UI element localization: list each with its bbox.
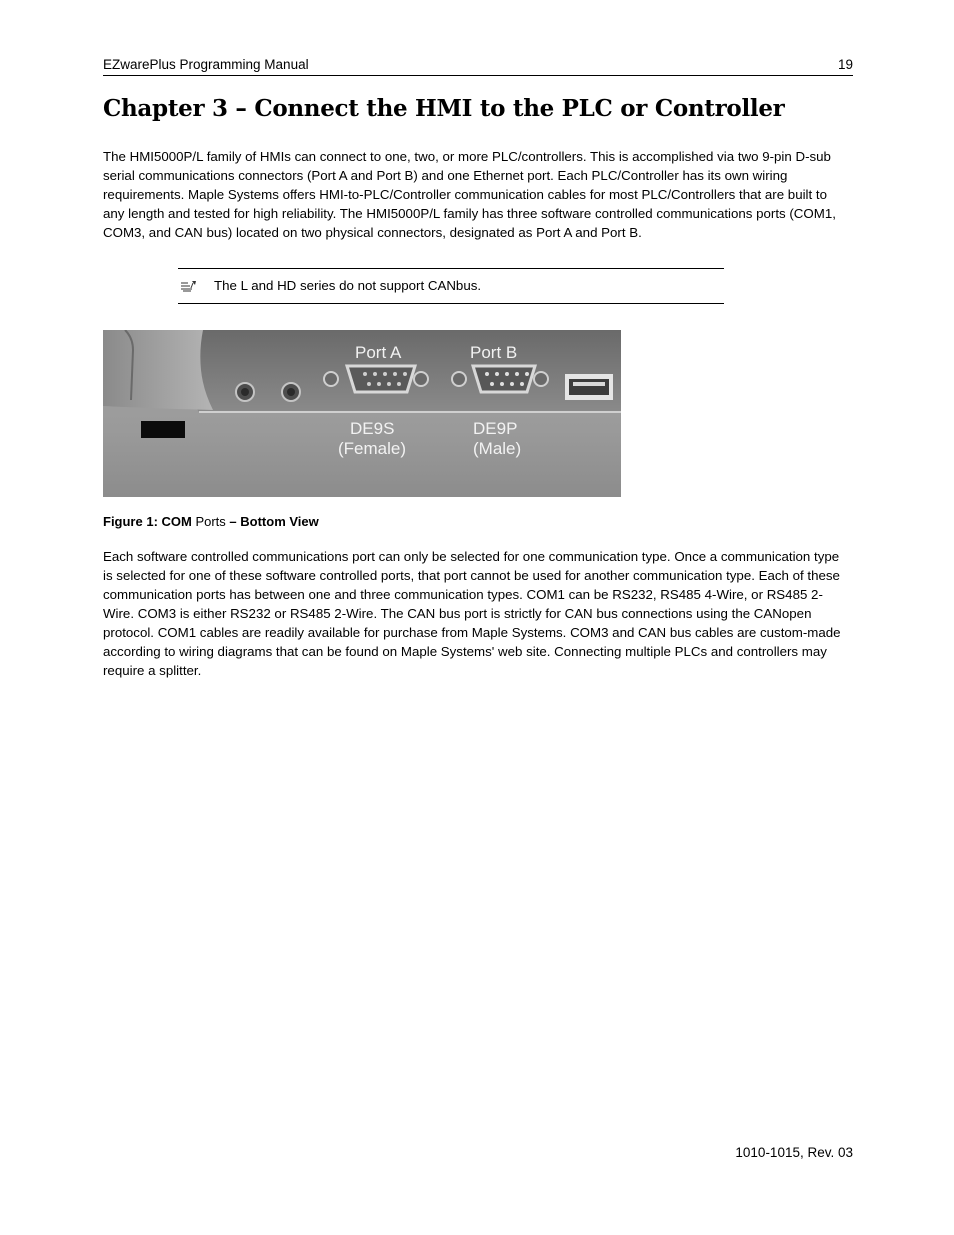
com-ports-paragraph: Each software controlled communications port can only be selected for one communication type. Once a communication type is selected for one of these software controlled ports, that port cannot be used for another communication type. Each of these communication ports has between one and three communication types. COM1 can be RS232, RS485 4-Wire, or RS485 2-Wire. COM3 is either RS232 or RS485 2-Wire. The CAN bus port is strictly for CAN bus connections using the CANopen protocol. COM1 cables are readily available for purchase from Maple Systems. COM3 and CAN bus cables are custom-made according to wiring diagrams that can be found on Maple Systems' web site. Connecting multiple PLCs and controllers may require a splitter. [103,549,841,678]
caption-view-text: – Bottom View [229,514,319,529]
figure-caption [103,513,319,531]
port-a-label: Port A [355,343,402,362]
port-a-gender: (Female) [338,439,407,458]
port-a-type: DE9S [350,419,395,438]
note-text: The L and HD series do not support CANbus. [214,278,482,293]
com-ports-photo [103,330,621,497]
port-b-gender: (Male) [473,439,522,458]
document-number: 1010-1015, Rev. 03 [735,1145,853,1160]
page-header [103,56,853,76]
chapter-title: Chapter 3 – Connect the HMI to the PLC or Controller [103,95,785,122]
port-b-label: Port B [470,343,518,362]
manual-title: EZwarePlus Programming Manual [103,57,309,72]
caption-ports-text: Ports [191,514,230,529]
caption-figure-label: Figure 1: COM [103,514,192,529]
hmi-bottom-view-image [103,330,621,497]
port-b-type: DE9P [473,419,518,438]
note-icon [180,280,197,293]
page-number: 19 [837,57,853,72]
intro-paragraph: The HMI5000P/L family of HMIs can connect to one, two, or more PLC/controllers. This is accomplished via two 9-pin D-sub serial communications connectors (Port A and Port B) and one Ethernet port. Each PLC/Controller has its own wiring requirements. Maple Systems offers HMI-to-PLC/Controller communication cables for most PLC/Controllers that are built to any length and tested for high reliability. The HMI5000P/L family has three software controlled communications ports (COM1, COM3, and CAN bus) located on two physical connectors, designated as Port A and Port B. [103,149,836,240]
note-box [178,268,724,304]
